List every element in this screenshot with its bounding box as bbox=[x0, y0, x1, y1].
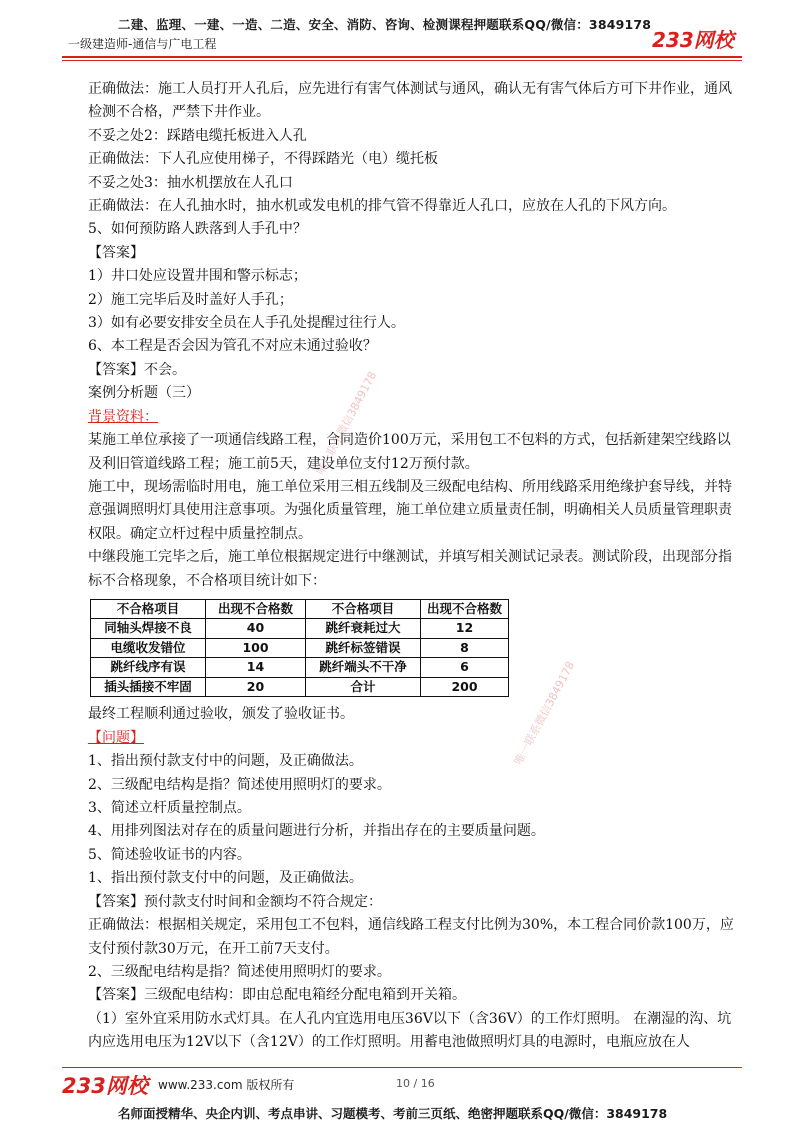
page-number: 10 / 16 bbox=[396, 1077, 435, 1090]
paragraph: （1）室外宜采用防水式灯具。在人孔内宜选用电压36V以下（含36V）的工作灯照明。 在潮湿的沟、坑内应选用电压为12V以下（含12V）的工作灯照明。用蓄电池做照明灯具的电源时，电瓶应放在人 bbox=[88, 1010, 732, 1051]
defect-statistics-table bbox=[90, 599, 509, 698]
table-header: 出现不合格数 bbox=[206, 599, 306, 619]
question: 5、简述验收证书的内容。 bbox=[88, 846, 251, 863]
answer: 【答案】三级配电结构：即由总配电箱经分配电箱到开关箱。 bbox=[88, 987, 466, 1004]
table-row bbox=[91, 638, 509, 658]
paragraph: 不妥之处3：抽水机摆放在人孔口 bbox=[88, 174, 293, 191]
paragraph: 正确做法：根据相关规定，采用包工不包料，通信线路工程支付比例为30%，本工程合同价款100万，应支付预付款30万元，在开工前7天支付。 bbox=[88, 917, 734, 957]
table-header-row bbox=[91, 599, 509, 619]
table-cell: 插头插接不牢固 bbox=[91, 677, 206, 697]
watermark-text: 唯一联系微信3849178 bbox=[511, 659, 578, 768]
table-header: 不合格项目 bbox=[306, 599, 421, 619]
paragraph: 正确做法：下人孔应使用梯子，不得踩踏光（电）缆托板 bbox=[88, 151, 438, 168]
table-cell: 电缆收发错位 bbox=[91, 638, 206, 658]
question: 1、指出预付款支付中的问题，及正确做法。 bbox=[88, 870, 363, 887]
table-cell: 20 bbox=[206, 677, 306, 697]
paragraph: 正确做法：在人孔抽水时，抽水机或发电机的排气管不得靠近人孔口，应放在人孔的下风方向。 bbox=[88, 198, 676, 215]
table-cell: 合计 bbox=[306, 677, 421, 697]
table-header: 不合格项目 bbox=[91, 599, 206, 619]
section-title: 案例分析题（三） bbox=[88, 385, 200, 402]
brand-logo: 233网校 bbox=[652, 28, 734, 52]
answer: 【答案】不会。 bbox=[88, 361, 186, 378]
footer-divider bbox=[62, 1067, 742, 1068]
paragraph: 不妥之处2：踩踏电缆托板进入人孔 bbox=[88, 127, 307, 144]
table-cell: 6 bbox=[421, 658, 509, 678]
answer-item: 1）井口处应设置井围和警示标志； bbox=[88, 268, 307, 285]
header-subtitle: 一级建造师-通信与广电工程 bbox=[68, 37, 217, 51]
question: 2、三级配电结构是指？简述使用照明灯的要求。 bbox=[88, 963, 391, 980]
document-body bbox=[88, 78, 740, 1055]
table-row bbox=[91, 658, 509, 678]
question: 4、用排列图法对存在的质量问题进行分析，并指出存在的主要质量问题。 bbox=[88, 823, 545, 840]
answer-label: 【答案】 bbox=[88, 244, 144, 261]
footer-copyright: www.233.com 版权所有 bbox=[158, 1078, 295, 1092]
table-cell: 跳纤衰耗过大 bbox=[306, 619, 421, 639]
question: 2、三级配电结构是指？简述使用照明灯的要求。 bbox=[88, 776, 391, 793]
question: 3、简述立杆质量控制点。 bbox=[88, 800, 251, 817]
table-row bbox=[91, 677, 509, 697]
table-cell: 100 bbox=[206, 638, 306, 658]
watermark-text: 唯一联系微信3849178 bbox=[313, 369, 380, 478]
questions-heading: 【问题】 bbox=[88, 729, 144, 746]
table-cell: 40 bbox=[206, 619, 306, 639]
paragraph: 正确做法：施工人员打开人孔后，应先进行有害气体测试与通风，确认无有害气体后方可下井作业，通风检测不合格，严禁下井作业。 bbox=[88, 81, 732, 121]
table-row bbox=[91, 619, 509, 639]
answer-item: 3）如有必要安排安全员在人手孔处提醒过往行人。 bbox=[88, 315, 405, 332]
header-divider-thin bbox=[62, 60, 742, 61]
answer-item: 2）施工完毕后及时盖好人手孔； bbox=[88, 291, 293, 308]
table-cell: 8 bbox=[421, 638, 509, 658]
paragraph: 某施工单位承接了一项通信线路工程，合同造价100万元，采用包工不包料的方式，包括新建架空线路以及利旧管道线路工程；施工前5天，建设单位支付12万预付款。 bbox=[88, 432, 731, 472]
table-cell: 跳纤线序有误 bbox=[91, 658, 206, 678]
paragraph: 中继段施工完毕之后，施工单位根据规定进行中继测试，并填写相关测试记录表。测试阶段，出现部分指标不合格现象，不合格项目统计如下： bbox=[88, 549, 732, 589]
answer: 【答案】预付款支付时间和金额均不符合规定： bbox=[88, 893, 382, 910]
question: 5、如何预防路人跌落到人手孔中？ bbox=[88, 221, 307, 238]
paragraph: 施工中，现场需临时用电，施工单位采用三相五线制及三级配电结构、所用线路采用绝缘护套导线，并特意强调照明灯具使用注意事项。为强化质量管理，施工单位建立质量责任制，明确相关人员质量管理职责权限。确定立杆过程中质量控制点。 bbox=[88, 478, 732, 542]
footer-logo: 233网校 bbox=[62, 1074, 148, 1098]
table-cell: 同轴头焊接不良 bbox=[91, 619, 206, 639]
background-heading: 背景资料： bbox=[88, 408, 158, 425]
question: 1、指出预付款支付中的问题，及正确做法。 bbox=[88, 753, 363, 770]
header-contact-line: 二建、监理、一建、一造、二造、安全、消防、咨询、检测课程押题联系QQ/微信：3849178 bbox=[118, 17, 652, 32]
header-divider bbox=[62, 56, 742, 58]
table-header: 出现不合格数 bbox=[421, 599, 509, 619]
table-cell: 跳纤端头不干净 bbox=[306, 658, 421, 678]
table-cell: 跳纤标签错误 bbox=[306, 638, 421, 658]
table-cell: 12 bbox=[421, 619, 509, 639]
table-cell: 200 bbox=[421, 677, 509, 697]
paragraph: 最终工程顺利通过验收，颁发了验收证书。 bbox=[88, 706, 354, 723]
table-cell: 14 bbox=[206, 658, 306, 678]
question: 6、本工程是否会因为管孔不对应未通过验收？ bbox=[88, 338, 377, 355]
footer-contact-line: 名师面授精华、央企内训、考点串讲、习题模考、考前三页纸、绝密押题联系QQ/微信：3849178 bbox=[118, 1106, 668, 1121]
